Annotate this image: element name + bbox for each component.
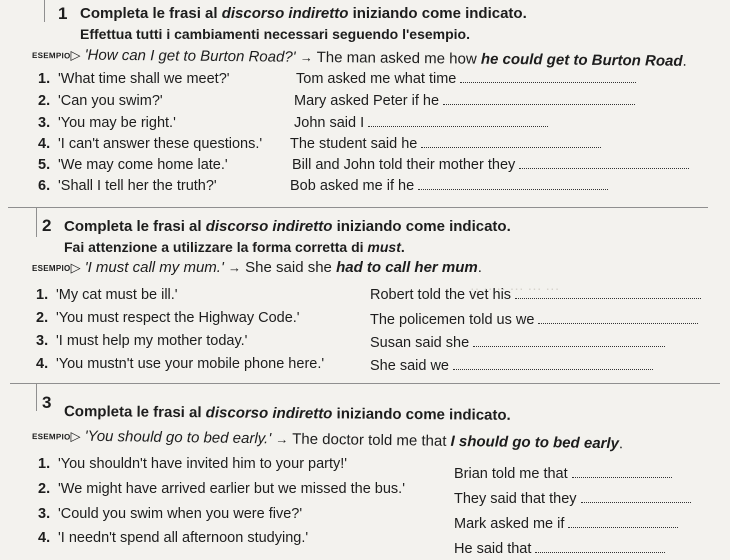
play-triangle-icon: ▷: [70, 47, 81, 63]
answer-blank[interactable]: [453, 359, 653, 370]
exercise-3-response: Brian told me that: [454, 466, 672, 482]
answer-blank[interactable]: [473, 336, 665, 347]
exercise-3-response: He said that: [454, 541, 665, 557]
exercise-1-response: Bill and John told their mother they: [292, 157, 689, 173]
exercise-1-item: 6. 'Shall I tell her the truth?': [38, 178, 217, 194]
exercise-3-response: Mark asked me if: [454, 516, 678, 532]
play-triangle-icon: ▷: [70, 428, 81, 444]
exercise-2-item: 2. 'You must respect the Highway Code.': [36, 310, 300, 326]
exercise-2-response: The policemen told us we: [370, 312, 698, 328]
exercise-1-example: ESEMPIO▷ 'How can I get to Burton Road?' → The man asked me how he could get to Burton Road.: [31, 46, 687, 70]
exercise-1-number: 1: [58, 4, 68, 23]
section-2-left-border: [36, 207, 37, 237]
answer-blank[interactable]: [572, 467, 672, 478]
answer-blank[interactable]: [460, 72, 636, 83]
bleed-through-text: ·· ·· ·· ··· ··· ···: [470, 280, 560, 296]
answer-blank[interactable]: [581, 492, 691, 503]
exercise-3-response: They said that they: [454, 491, 691, 507]
exercise-3-number: 3: [42, 393, 52, 412]
answer-blank[interactable]: [443, 94, 635, 105]
exercise-2-item: 3. 'I must help my mother today.': [36, 333, 248, 349]
section-divider-1: [8, 207, 708, 208]
exercise-3-example: ESEMPIO▷ 'You should go to bed early.' → The doctor told me that I should go to bed early.: [31, 427, 624, 453]
answer-blank[interactable]: [568, 517, 678, 528]
answer-blank[interactable]: [538, 313, 698, 324]
exercise-2-title: Completa le frasi al discorso indiretto iniziando come indicato.: [64, 218, 511, 235]
exercise-3-item: 2. 'We might have arrived earlier but we missed the bus.': [38, 481, 405, 497]
answer-blank[interactable]: [519, 158, 689, 169]
exercise-2-number: 2: [42, 216, 52, 235]
exercise-2-response: She said we: [370, 358, 653, 374]
exercise-1-instruction: Effettua tutti i cambiamenti necessari seguendo l'esempio.: [80, 26, 470, 42]
exercise-3-item: 3. 'Could you swim when you were five?': [38, 506, 303, 522]
exercise-2-item: 4. 'You mustn't use your mobile phone here.': [36, 356, 325, 372]
exercise-1-item: 5. 'We may come home late.': [38, 157, 228, 173]
section-divider-2: [10, 383, 720, 384]
exercise-2-example: ESEMPIO▷ 'I must call my mum.' → She said she had to call her mum.: [32, 259, 482, 276]
exercise-1-response: Tom asked me what time: [296, 71, 636, 87]
answer-blank[interactable]: [515, 288, 701, 299]
answer-blank[interactable]: [535, 542, 665, 553]
exercise-1-response: Bob asked me if he: [290, 178, 608, 194]
exercise-3-item: 4. 'I needn't spend all afternoon studying.': [38, 530, 309, 546]
exercise-1-item: 4. 'I can't answer these questions.': [38, 136, 263, 152]
answer-blank[interactable]: [421, 137, 601, 148]
exercise-3-item: 1. 'You shouldn't have invited him to your party!': [38, 456, 348, 472]
answer-blank[interactable]: [418, 179, 608, 190]
play-triangle-icon: ▷: [70, 260, 81, 275]
exercise-3-title: Completa le frasi al discorso indiretto iniziando come indicato.: [63, 403, 511, 424]
exercise-1-title: Completa le frasi al discorso indiretto iniziando come indicato.: [80, 5, 527, 22]
exercise-1-response: John said I: [294, 115, 548, 131]
exercise-2-instruction: Fai attenzione a utilizzare la forma corretta di must.: [64, 239, 405, 255]
exercise-2-response: Susan said she: [370, 335, 665, 351]
section-1-left-border: [44, 0, 45, 22]
exercise-1-item: 3. 'You may be right.': [38, 115, 176, 131]
exercise-1-item: 2. 'Can you swim?': [38, 93, 163, 109]
answer-blank[interactable]: [368, 116, 548, 127]
exercise-2-item: 1. 'My cat must be ill.': [36, 287, 178, 303]
exercise-1-response: Mary asked Peter if he: [294, 93, 635, 109]
exercise-2-response: Robert told the vet his: [370, 287, 701, 303]
exercise-1-item: 1. 'What time shall we meet?': [38, 71, 230, 87]
exercise-1-response: The student said he: [290, 136, 601, 152]
section-3-left-border: [36, 383, 37, 411]
